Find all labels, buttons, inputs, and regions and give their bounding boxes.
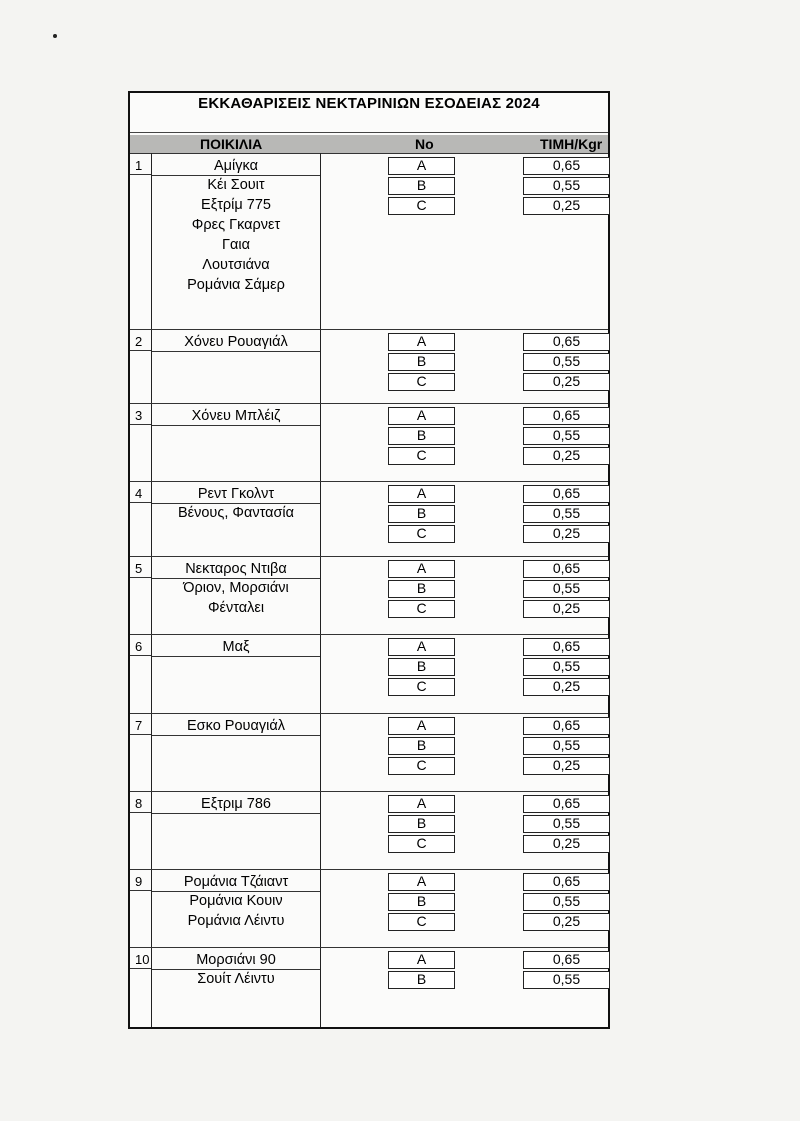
price-cell: 0,65	[523, 795, 610, 813]
variety-name: Κέι Σουιτ	[207, 177, 265, 193]
grade-cell: C	[388, 197, 455, 215]
price-table	[128, 91, 610, 1029]
variety-name: Νεκταρος Ντιβα	[152, 560, 320, 579]
variety-name: Εσκο Ρουαγιάλ	[152, 717, 320, 736]
row-number: 8	[130, 795, 151, 813]
price-cell: 0,55	[523, 658, 610, 676]
row-number: 3	[130, 407, 151, 425]
price-cell: 0,65	[523, 951, 610, 969]
grade-cell: B	[388, 737, 455, 755]
group-separator	[130, 713, 608, 714]
grade-cell: B	[388, 893, 455, 911]
group-separator	[130, 403, 608, 404]
page-mark	[53, 34, 57, 38]
group-separator	[130, 481, 608, 482]
grade-cell: C	[388, 835, 455, 853]
row-number: 7	[130, 717, 151, 735]
grade-cell: B	[388, 971, 455, 989]
price-cell: 0,65	[523, 560, 610, 578]
variety-name: Λουτσιάνα	[202, 257, 270, 273]
grade-cell: A	[388, 795, 455, 813]
price-cell: 0,25	[523, 600, 610, 618]
variety-name: Εξτριμ 786	[152, 795, 320, 814]
variety-name: Όριον, Μορσιάνι	[183, 580, 289, 596]
variety-name: Χόνευ Ρουαγιάλ	[152, 333, 320, 352]
row-number: 5	[130, 560, 151, 578]
variety-name: Βένους, Φαντασία	[177, 505, 295, 521]
grade-cell: A	[388, 717, 455, 735]
grade-cell: C	[388, 913, 455, 931]
grade-cell: B	[388, 177, 455, 195]
price-cell: 0,25	[523, 678, 610, 696]
header-no: No	[415, 136, 434, 152]
variety-name: Ρομάνια Λέιντυ	[187, 913, 285, 929]
price-cell: 0,65	[523, 485, 610, 503]
variety-name: Φένταλει	[207, 600, 265, 616]
group-separator	[130, 791, 608, 792]
group-separator	[130, 329, 608, 330]
grade-cell: C	[388, 678, 455, 696]
grade-cell: B	[388, 815, 455, 833]
price-cell: 0,25	[523, 835, 610, 853]
grade-cell: A	[388, 951, 455, 969]
grade-cell: A	[388, 407, 455, 425]
price-cell: 0,25	[523, 197, 610, 215]
grade-cell: C	[388, 600, 455, 618]
price-cell: 0,65	[523, 333, 610, 351]
group-separator	[130, 947, 608, 948]
price-cell: 0,25	[523, 913, 610, 931]
column-divider	[320, 153, 321, 1027]
price-cell: 0,65	[523, 873, 610, 891]
price-cell: 0,55	[523, 580, 610, 598]
price-cell: 0,55	[523, 971, 610, 989]
price-cell: 0,25	[523, 757, 610, 775]
variety-name: Εξτρίμ 775	[201, 197, 271, 213]
price-cell: 0,55	[523, 737, 610, 755]
variety-name: Ρομάνια Τζάιαντ	[152, 873, 320, 892]
header-price: ΤΙΜΗ/Kgr	[540, 136, 603, 152]
group-separator	[130, 634, 608, 635]
price-cell: 0,25	[523, 525, 610, 543]
header-variety: ΠΟΙΚΙΛΙΑ	[200, 136, 263, 152]
grade-cell: B	[388, 353, 455, 371]
price-cell: 0,55	[523, 815, 610, 833]
table-header	[130, 135, 608, 154]
grade-cell: B	[388, 658, 455, 676]
price-cell: 0,65	[523, 407, 610, 425]
row-number: 4	[130, 485, 151, 503]
row-number: 9	[130, 873, 151, 891]
grade-cell: C	[388, 447, 455, 465]
grade-cell: C	[388, 757, 455, 775]
variety-name: Γαια	[222, 237, 250, 253]
price-cell: 0,65	[523, 717, 610, 735]
grade-cell: A	[388, 560, 455, 578]
grade-cell: A	[388, 873, 455, 891]
variety-name: Μορσιάνι 90	[152, 951, 320, 970]
row-number: 6	[130, 638, 151, 656]
variety-name: Ρομάνια Σάμερ	[187, 277, 285, 293]
variety-name: Σουίτ Λέιντυ	[197, 971, 275, 987]
variety-name: Χόνευ Μπλέιζ	[152, 407, 320, 426]
table-title: ΕΚΚΑΘΑΡΙΣΕΙΣ ΝΕΚΤΑΡΙΝΙΩΝ ΕΣΟΔΕΙΑΣ 2024	[130, 93, 608, 133]
row-number: 2	[130, 333, 151, 351]
grade-cell: A	[388, 157, 455, 175]
price-cell: 0,65	[523, 157, 610, 175]
group-separator	[130, 556, 608, 557]
price-cell: 0,55	[523, 427, 610, 445]
price-cell: 0,55	[523, 505, 610, 523]
price-cell: 0,65	[523, 638, 610, 656]
row-number: 10	[130, 951, 151, 969]
grade-cell: A	[388, 638, 455, 656]
grade-cell: A	[388, 485, 455, 503]
grade-cell: B	[388, 580, 455, 598]
variety-name: Αμίγκα	[152, 157, 320, 176]
grade-cell: C	[388, 525, 455, 543]
grade-cell: B	[388, 505, 455, 523]
grade-cell: B	[388, 427, 455, 445]
variety-name: Ρεντ Γκολντ	[152, 485, 320, 504]
row-number: 1	[130, 157, 151, 175]
price-cell: 0,55	[523, 353, 610, 371]
price-cell: 0,55	[523, 177, 610, 195]
variety-name: Φρες Γκαρνετ	[191, 217, 281, 233]
variety-name: Μαξ	[152, 638, 320, 657]
price-cell: 0,55	[523, 893, 610, 911]
grade-cell: C	[388, 373, 455, 391]
price-cell: 0,25	[523, 373, 610, 391]
group-separator	[130, 869, 608, 870]
variety-name: Ρομάνια Κουιν	[189, 893, 283, 909]
grade-cell: A	[388, 333, 455, 351]
price-cell: 0,25	[523, 447, 610, 465]
